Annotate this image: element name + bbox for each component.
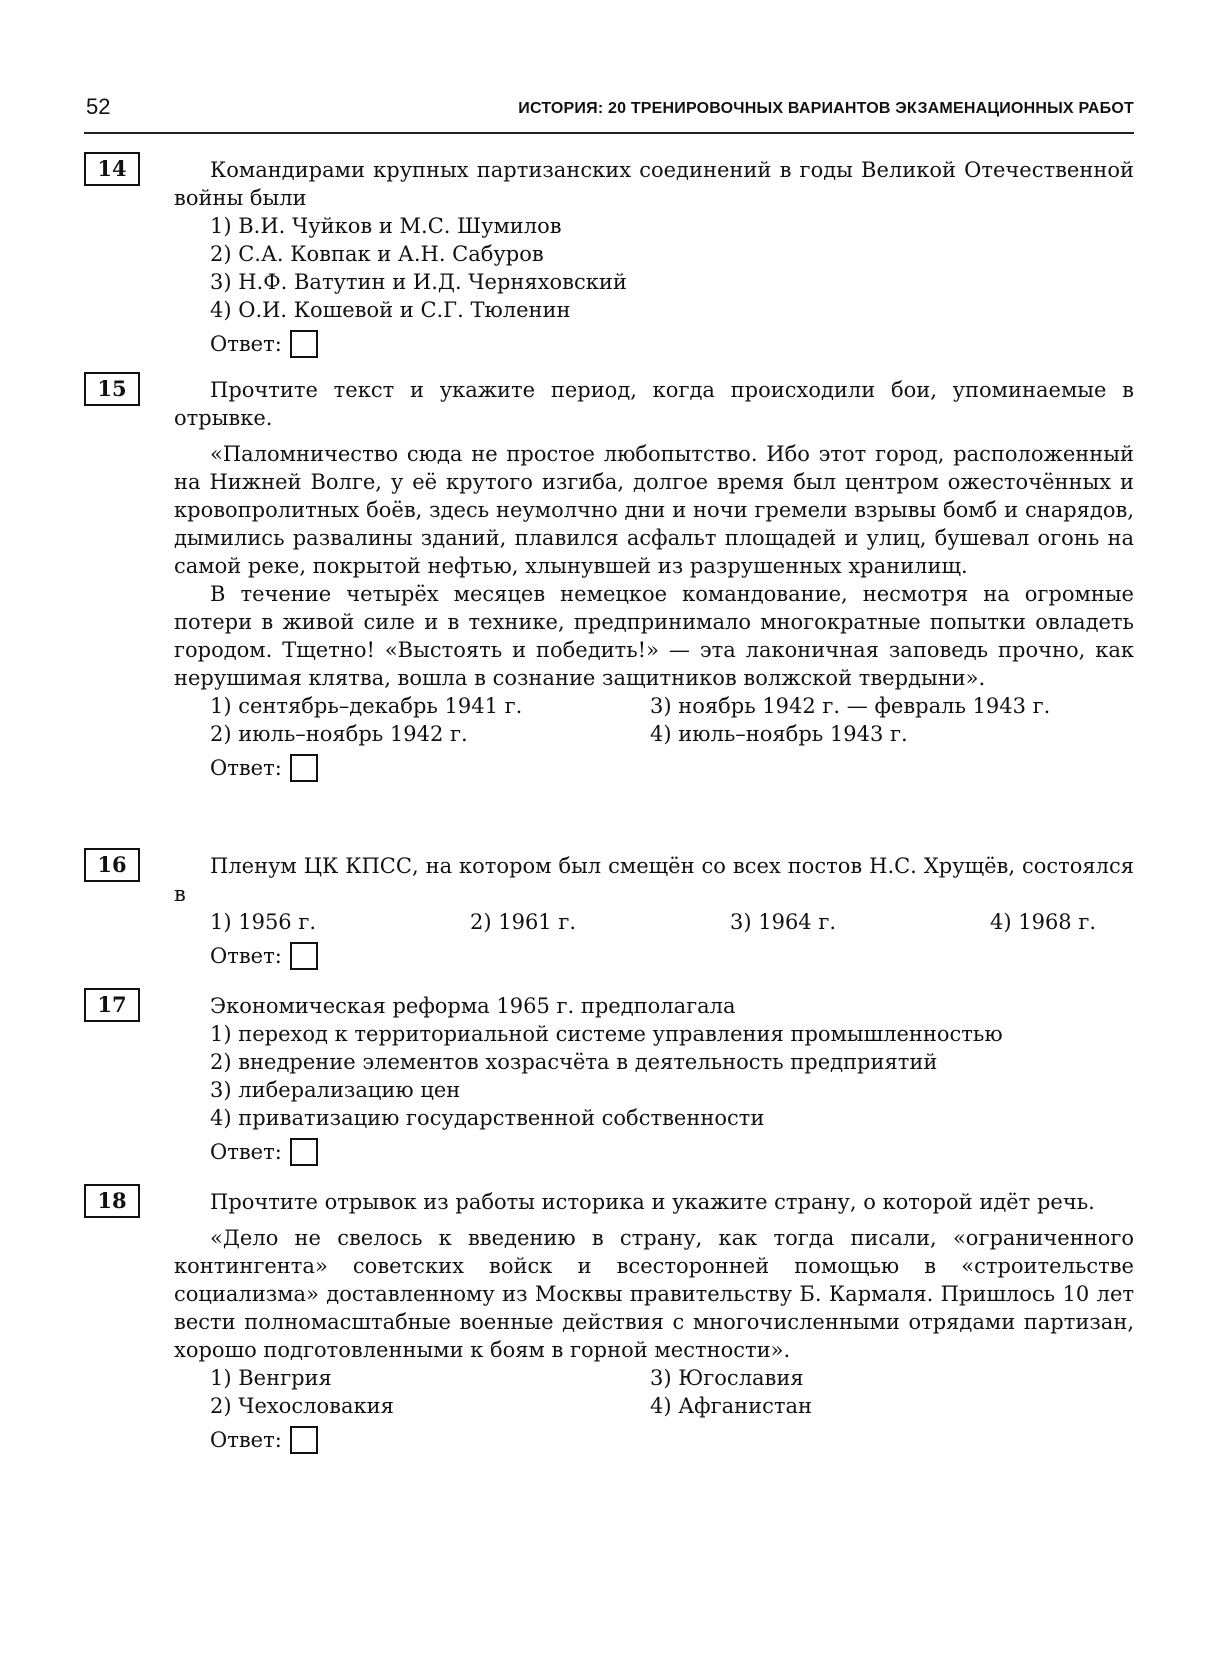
option-2[interactable]: 2) 1961 г. <box>470 910 577 934</box>
answer-row <box>174 330 1134 358</box>
question-body <box>174 852 1134 970</box>
option-1[interactable]: 1) Венгрия <box>210 1366 332 1390</box>
option-4[interactable]: 4) июль–ноябрь 1943 г. <box>650 722 908 746</box>
answer-box[interactable] <box>290 1138 318 1166</box>
options-list <box>174 1364 1134 1420</box>
options-list <box>174 212 1134 324</box>
quote-text <box>174 440 1134 692</box>
page-number: 52 <box>86 94 111 119</box>
question-number: 14 <box>84 152 140 186</box>
option-2[interactable]: 2) июль–ноябрь 1942 г. <box>210 722 468 746</box>
answer-box[interactable] <box>290 754 318 782</box>
answer-row <box>174 1138 1134 1166</box>
quote-paragraph: «Паломничество сюда не простое любопытство. Ибо этот город, расположенный на Нижней Волге, у её крутого изгиба, долгое время был центром ожесточённых и кровопролитных боёв, здесь неумолчно дни и ночи гремели взрывы бомб и снарядов, дымились развалины зданий, плавился асфальт площадей и улиц, бушевал огонь на самой реке, покрытой нефтью, хлынувшей из разрушенных хранилищ. <box>174 442 1134 578</box>
option-1[interactable]: 1) переход к территориальной системе управления промышленностью <box>210 1022 1003 1046</box>
option-3[interactable]: 3) 1964 г. <box>730 910 837 934</box>
option-3[interactable]: 3) либерализацию цен <box>210 1078 461 1102</box>
question-body <box>174 1188 1134 1454</box>
question-body <box>174 992 1134 1166</box>
option-3[interactable]: 3) Югославия <box>650 1366 804 1390</box>
answer-row <box>174 942 1134 970</box>
option-2[interactable]: 2) внедрение элементов хозрасчёта в деятельность предприятий <box>210 1050 938 1074</box>
question-number: 16 <box>84 848 140 882</box>
quote-text <box>174 1224 1134 1364</box>
answer-label: Ответ: <box>210 756 282 780</box>
book-title: ИСТОРИЯ: 20 ТРЕНИРОВОЧНЫХ ВАРИАНТОВ ЭКЗАМЕНАЦИОННЫХ РАБОТ <box>518 100 1134 117</box>
question-number: 17 <box>84 988 140 1022</box>
question-stem: Прочтите отрывок из работы историка и укажите страну, о которой идёт речь. <box>210 1190 1095 1214</box>
question-body <box>174 156 1134 358</box>
option-4[interactable]: 4) Афганистан <box>650 1394 812 1418</box>
option-2[interactable]: 2) С.А. Ковпак и А.Н. Сабуров <box>210 242 544 266</box>
answer-row <box>174 754 1134 782</box>
option-2[interactable]: 2) Чехословакия <box>210 1394 394 1418</box>
answer-label: Ответ: <box>210 332 282 356</box>
option-3[interactable]: 3) Н.Ф. Ватутин и И.Д. Черняховский <box>210 270 627 294</box>
options-list <box>174 692 1134 748</box>
question-number: 18 <box>84 1184 140 1218</box>
quote-paragraph: В течение четырёх месяцев немецкое командование, несмотря на огромные потери в живой силе и в технике, предпринимало многократные попытки овладеть городом. Тщетно! «Выстоять и победить!» — эта лаконичная заповедь прочно, как нерушимая клятва, вошла в сознание защитников волжской твердыни». <box>174 582 1134 690</box>
answer-label: Ответ: <box>210 1428 282 1452</box>
answer-box[interactable] <box>290 330 318 358</box>
options-list <box>174 908 1134 936</box>
question-stem: Пленум ЦК КПСС, на котором был смещён со всех постов Н.С. Хрущёв, состоялся в <box>174 854 1134 906</box>
option-1[interactable]: 1) В.И. Чуйков и М.С. Шумилов <box>210 214 562 238</box>
question-stem: Командирами крупных партизанских соединений в годы Великой Отечественной войны были <box>174 158 1134 210</box>
question-body <box>174 376 1134 782</box>
quote-paragraph: «Дело не свелось к введению в страну, как тогда писали, «ограниченного контингента» советских войск и всесторонней помощью в «строительстве социализма» доставленному из Москвы правительству Б. Кармаля. Пришлось 10 лет вести полномасштабные военные действия с многочисленными отрядами партизан, хорошо подготовленными к боям в горной местности». <box>174 1226 1134 1362</box>
options-list <box>174 1020 1134 1132</box>
answer-row <box>174 1426 1134 1454</box>
question-stem: Экономическая реформа 1965 г. предполагала <box>210 994 736 1018</box>
option-4[interactable]: 4) приватизацию государственной собственности <box>210 1106 765 1130</box>
option-1[interactable]: 1) 1956 г. <box>210 910 317 934</box>
answer-box[interactable] <box>290 1426 318 1454</box>
page-header <box>84 88 1134 134</box>
question-number: 15 <box>84 372 140 406</box>
answer-label: Ответ: <box>210 1140 282 1164</box>
answer-label: Ответ: <box>210 944 282 968</box>
option-4[interactable]: 4) 1968 г. <box>990 910 1097 934</box>
option-4[interactable]: 4) О.И. Кошевой и С.Г. Тюленин <box>210 298 571 322</box>
option-1[interactable]: 1) сентябрь–декабрь 1941 г. <box>210 694 523 718</box>
answer-box[interactable] <box>290 942 318 970</box>
question-stem: Прочтите текст и укажите период, когда происходили бои, упоминаемые в отрывке. <box>174 378 1134 430</box>
option-3[interactable]: 3) ноябрь 1942 г. — февраль 1943 г. <box>650 694 1051 718</box>
